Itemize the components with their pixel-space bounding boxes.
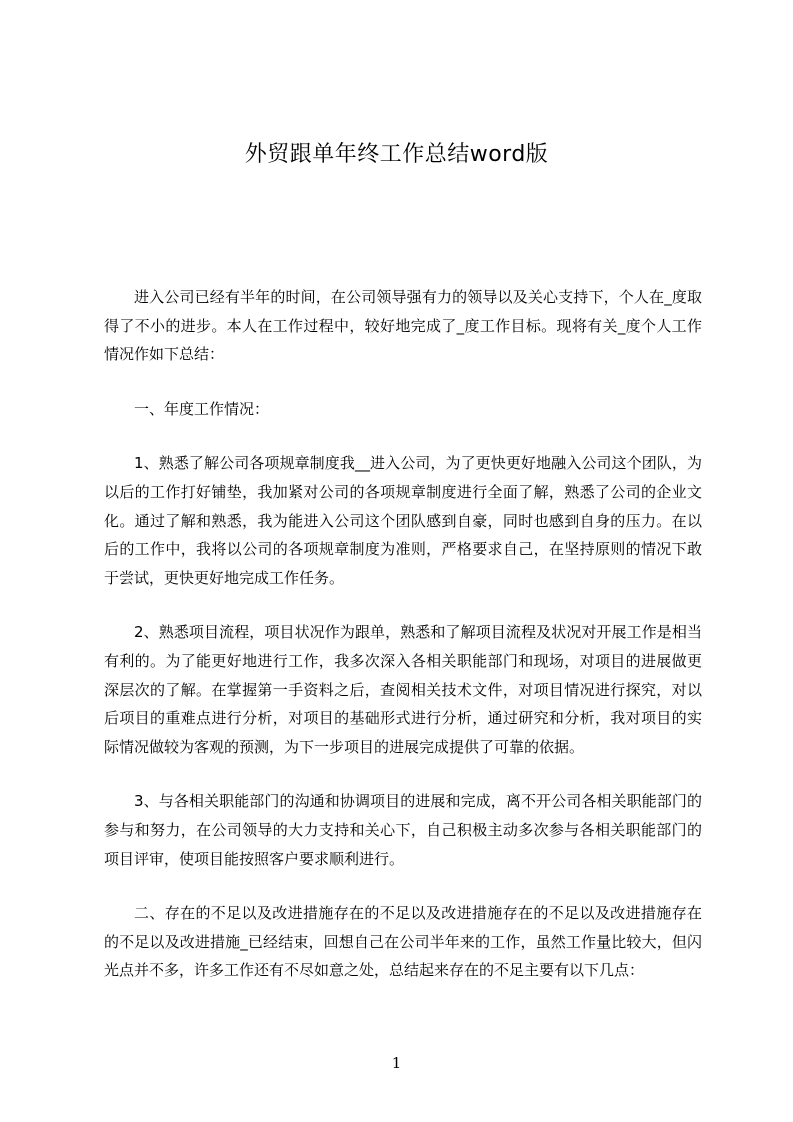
paragraph-item-3: 3、与各相关职能部门的沟通和协调项目的进展和完成，离不开公司各相关职能部门的参与和努力，在公司领导的大力支持和关心下，自己积极主动多次参与各相关职能部门的项目评审，使项目能按照客户要求顺利进行。 xyxy=(104,792,702,868)
document-title: 外贸跟单年终工作总结word版 xyxy=(244,142,549,167)
paragraph-gap xyxy=(104,423,702,449)
section-heading-shortcomings: 二、存在的不足以及改进措施存在的不足以及改进措施存在的不足以及改进措施存在的不足以及改进措施_已经结束，回想自己在公司半年来的工作，虽然工作量比较大，但闪光点并不多，许多工作还有不尽如意之处，总结起来存在的不足主要有以下几点： xyxy=(104,904,702,980)
section-heading-annual-work: 一、年度工作情况： xyxy=(134,399,270,418)
paragraph-item-2: 2、熟悉项目流程，项目状况作为跟单，熟悉和了解项目流程及状况对开展工作是相当有利的。为了能更好地进行工作，我多次深入各相关职能部门和现场，对项目的进展做更深层次的了解。在掌握第一手资料之后，查阅相关技术文件，对项目情况进行探究，对以后项目的重难点进行分析，对项目的基础形式进行分析，通过研究和分析，我对项目的实际情况做较为客观的预测，为下一步项目的进展完成提供了可靠的依据。 xyxy=(104,623,702,756)
paragraph-gap xyxy=(104,592,702,618)
paragraph-gap xyxy=(104,369,702,395)
page-number: 1 xyxy=(391,1054,402,1072)
paragraph-intro: 进入公司已经有半年的时间，在公司领导强有力的领导以及关心支持下，个人在_度取得了不小的进步。本人在工作过程中，较好地完成了_度工作目标。现将有关_度个人工作情况作如下总结： xyxy=(104,288,702,364)
paragraph-item-1: 1、熟悉了解公司各项规章制度我__进入公司，为了更快更好地融入公司这个团队，为以后的工作打好铺垫，我加紧对公司的各项规章制度进行全面了解，熟悉了公司的企业文化。通过了解和熟悉，我为能进入公司这个团队感到自豪，同时也感到自身的压力。在以后的工作中，我将以公司的各项规章制度为准则，严格要求自己，在坚持原则的情况下敢于尝试，更快更好地完成工作任务。 xyxy=(104,454,702,587)
paragraph-gap xyxy=(104,873,702,899)
document-body xyxy=(104,283,702,985)
paragraph-gap xyxy=(104,761,702,787)
